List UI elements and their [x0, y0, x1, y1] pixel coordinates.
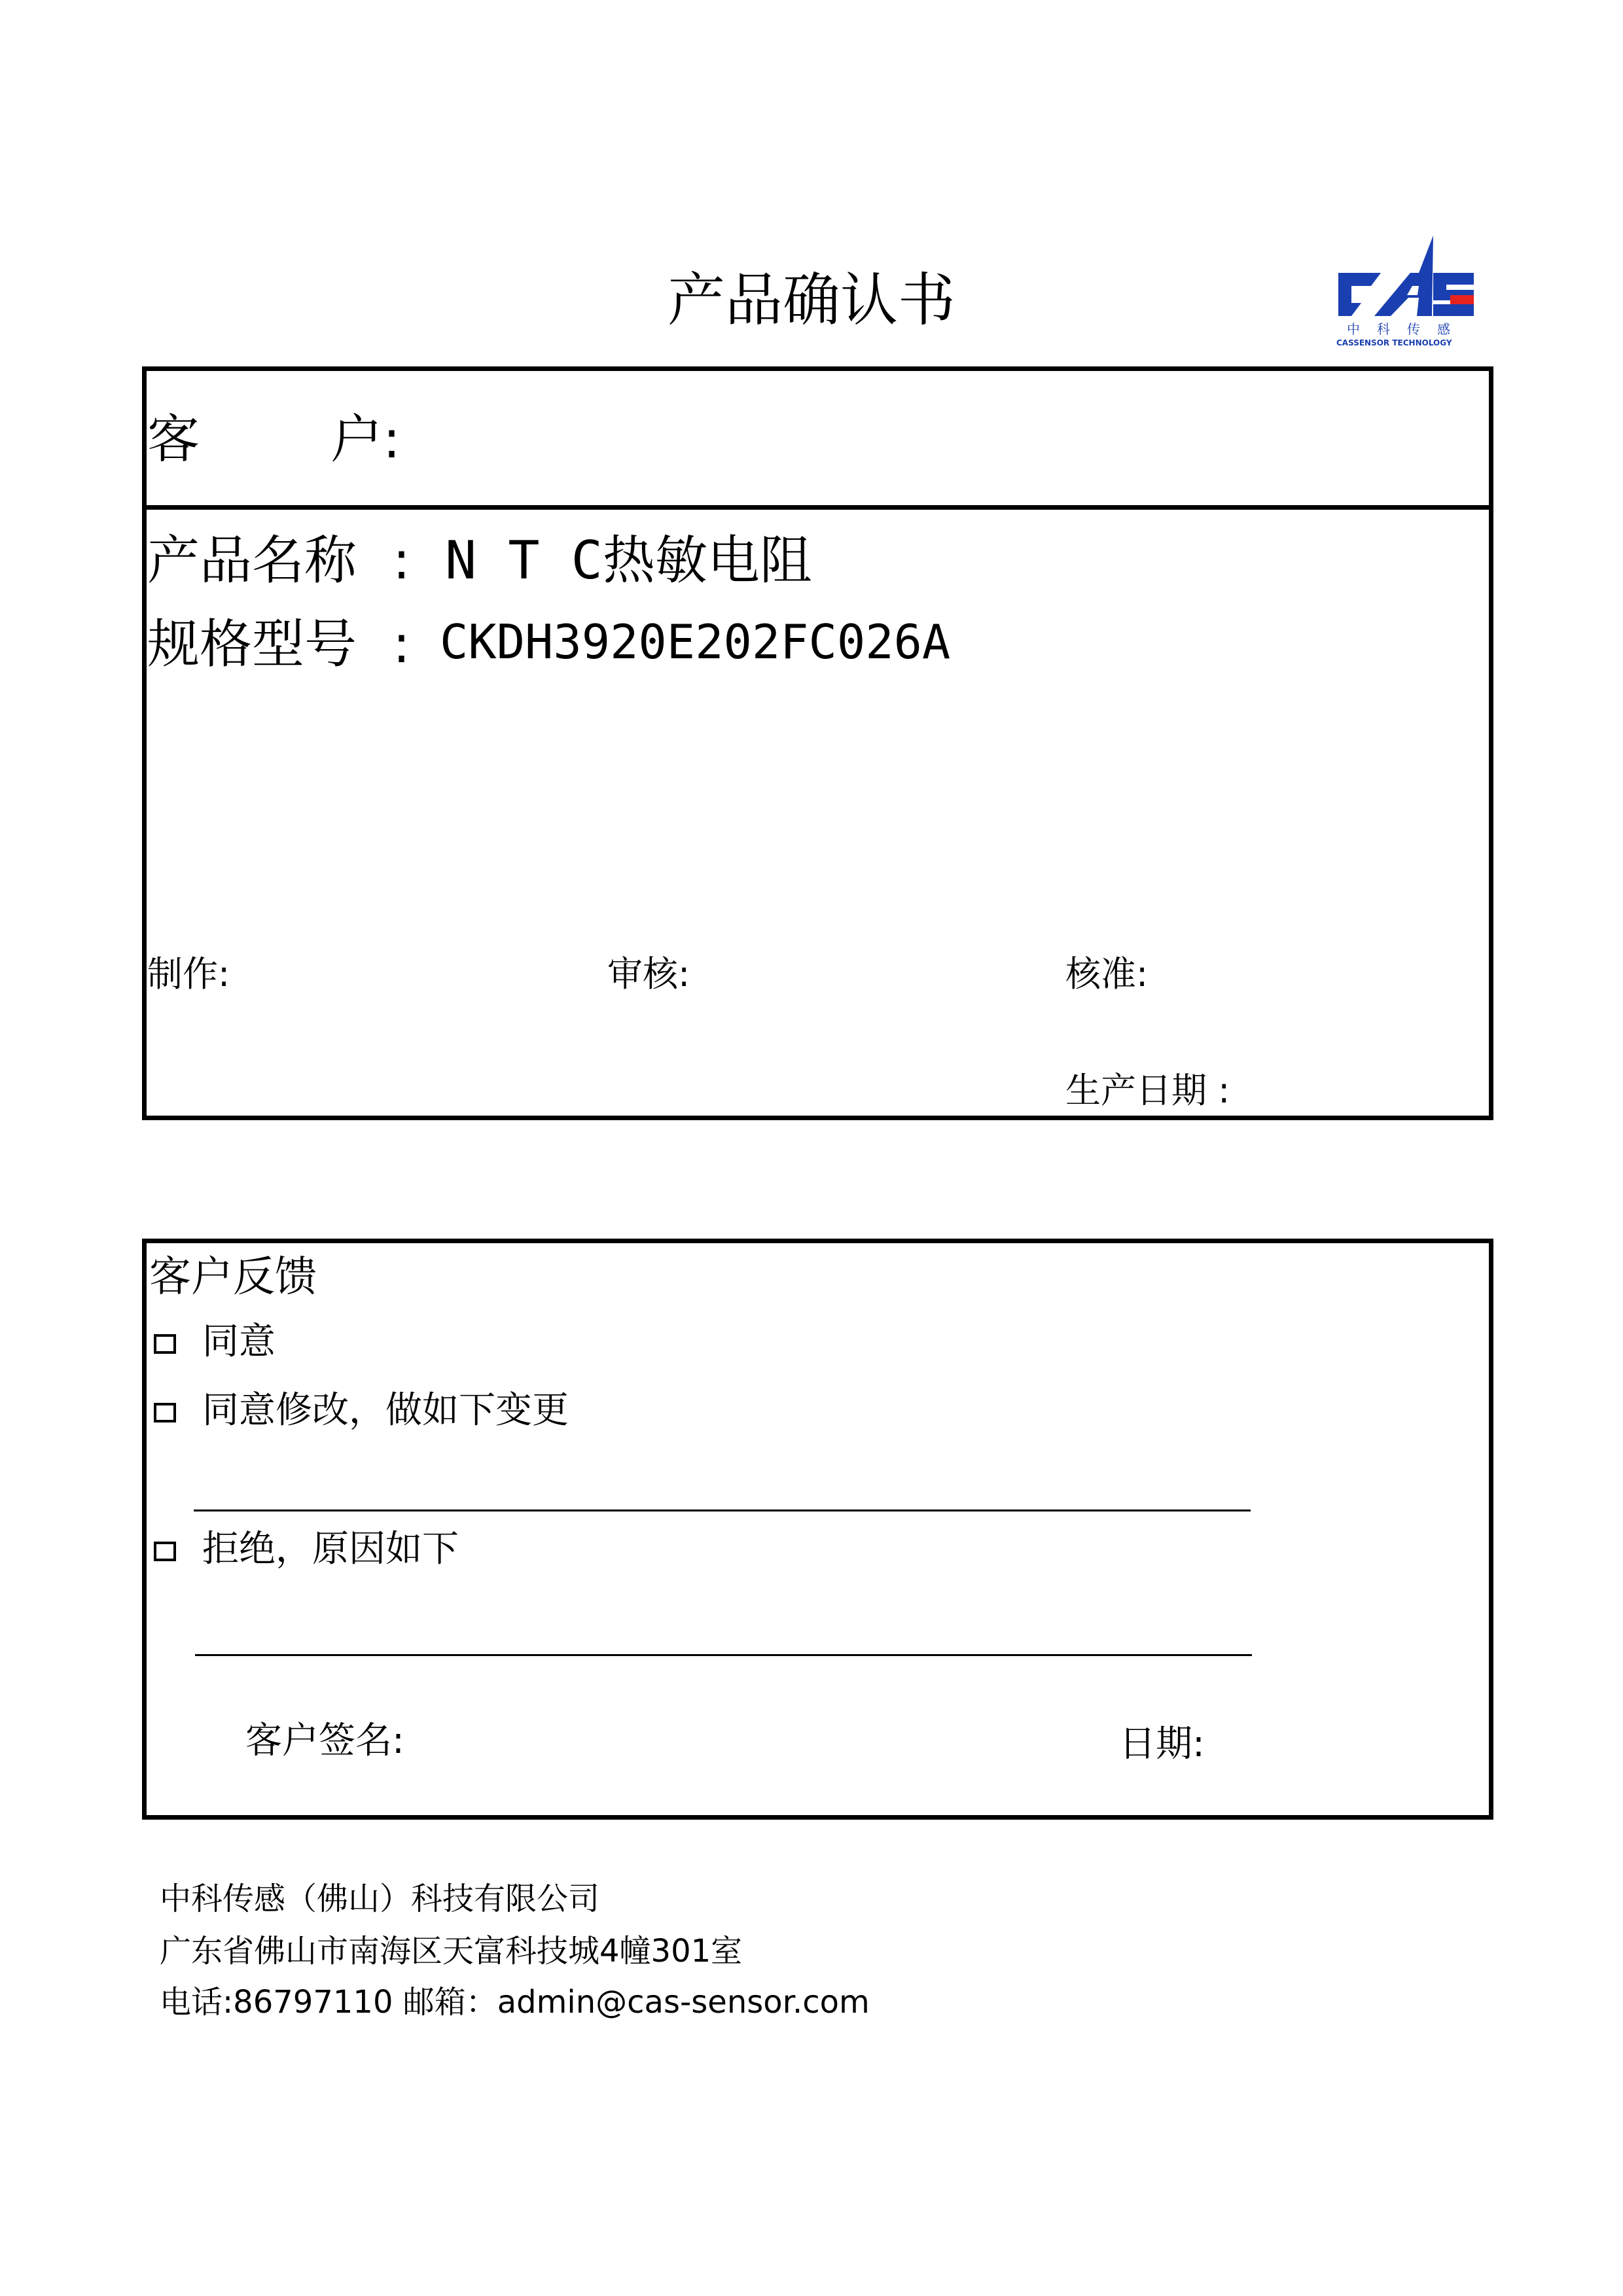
product-model-separator: : — [393, 614, 410, 675]
made-by-label: 制作: — [147, 953, 230, 995]
option-reject-label: 拒绝，原因如下 — [202, 1528, 459, 1570]
option-modify-label: 同意修改，做如下变更 — [202, 1389, 569, 1432]
product-info-box — [142, 366, 1493, 1120]
modify-checkbox[interactable] — [154, 1403, 176, 1422]
feedback-date-label: 日期: — [1119, 1723, 1205, 1765]
customer-label-part2: 户: — [330, 409, 401, 470]
customer-divider — [142, 505, 1493, 510]
customer-signature-label: 客户签名: — [245, 1720, 404, 1762]
reviewed-by-label: 审核: — [607, 953, 690, 995]
reject-checkbox[interactable] — [154, 1542, 176, 1561]
option-modify[interactable] — [154, 1389, 569, 1432]
feedback-title: 客户反馈 — [149, 1253, 317, 1301]
product-name-separator: : — [393, 530, 410, 591]
reject-reason-line[interactable] — [195, 1654, 1252, 1656]
logo-chinese-text: 中科传感 — [1347, 321, 1467, 337]
modify-details-line[interactable] — [194, 1510, 1251, 1511]
product-model-label: 规格型号 — [147, 614, 357, 675]
agree-checkbox[interactable] — [154, 1334, 176, 1354]
product-name-value: N T C热敏电阻 — [445, 530, 812, 591]
customer-label-part1: 客 — [147, 409, 200, 470]
footer-contact: 电话:86797110 邮箱：admin@cas-sensor.com — [160, 1984, 870, 2021]
product-name-label: 产品名称 — [147, 530, 357, 591]
option-reject[interactable] — [154, 1528, 459, 1570]
footer-address: 广东省佛山市南海区天富科技城4幢301室 — [160, 1933, 743, 1969]
product-model-value: CKDH3920E202FC026A — [440, 614, 951, 669]
footer-company: 中科传感（佛山）科技有限公司 — [160, 1881, 600, 1917]
logo-english-text: CASSENSOR TECHNOLOGY — [1336, 338, 1452, 347]
document-title: 产品确认书 — [667, 266, 955, 334]
approved-by-label: 核准: — [1065, 953, 1149, 995]
option-agree[interactable] — [154, 1320, 276, 1363]
option-agree-label: 同意 — [202, 1320, 276, 1363]
production-date-label: 生产日期 : — [1065, 1070, 1230, 1111]
